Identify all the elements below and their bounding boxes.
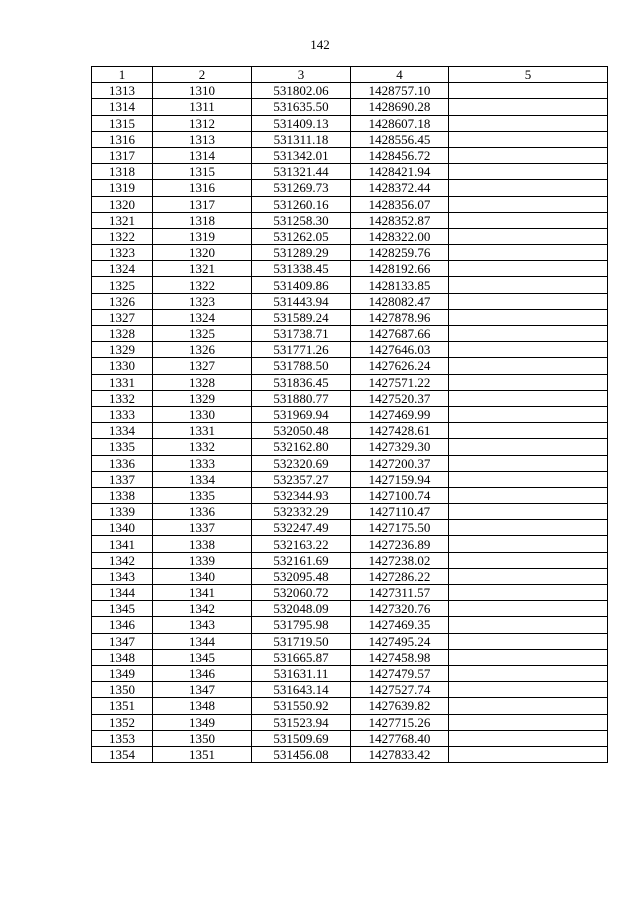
- table-cell-col-4: 1428421.94: [351, 164, 449, 180]
- table-cell-col-4: 1427286.22: [351, 568, 449, 584]
- table-cell-col-5: [449, 115, 608, 131]
- table-cell-col-5: [449, 99, 608, 115]
- table-cell-col-2: 1318: [153, 212, 252, 228]
- table-cell-col-5: [449, 617, 608, 633]
- page-number: 142: [310, 37, 330, 52]
- table-cell-col-3: 531643.14: [252, 682, 351, 698]
- table-cell-col-2: 1322: [153, 277, 252, 293]
- table-cell-col-4: 1427715.26: [351, 714, 449, 730]
- table-cell-col-5: [449, 649, 608, 665]
- table-cell-col-3: 531771.26: [252, 342, 351, 358]
- table-cell-col-2: 1345: [153, 649, 252, 665]
- table-cell-col-5: [449, 212, 608, 228]
- table-cell-col-1: 1348: [92, 649, 153, 665]
- table-cell-col-1: 1331: [92, 374, 153, 390]
- table-cell-col-4: 1427646.03: [351, 342, 449, 358]
- table-cell-col-4: 1427110.47: [351, 504, 449, 520]
- coordinates-table: [91, 66, 608, 763]
- table-cell-col-5: [449, 423, 608, 439]
- table-row: [92, 390, 608, 406]
- table-cell-col-4: 1427469.35: [351, 617, 449, 633]
- table-cell-col-2: 1329: [153, 390, 252, 406]
- table-cell-col-4: 1427768.40: [351, 730, 449, 746]
- table-cell-col-2: 1347: [153, 682, 252, 698]
- table-row: [92, 245, 608, 261]
- table-cell-col-2: 1310: [153, 83, 252, 99]
- table-cell-col-2: 1321: [153, 261, 252, 277]
- table-body: [92, 83, 608, 763]
- table-cell-col-5: [449, 698, 608, 714]
- table-row: [92, 714, 608, 730]
- table-cell-col-3: 531589.24: [252, 309, 351, 325]
- table-cell-col-3: 531836.45: [252, 374, 351, 390]
- table-row: [92, 568, 608, 584]
- table-cell-col-5: [449, 471, 608, 487]
- table-cell-col-2: 1326: [153, 342, 252, 358]
- table-cell-col-1: 1341: [92, 536, 153, 552]
- table-cell-col-5: [449, 228, 608, 244]
- table-cell-col-2: 1316: [153, 180, 252, 196]
- table-cell-col-5: [449, 326, 608, 342]
- table-cell-col-5: [449, 180, 608, 196]
- table-cell-col-3: 531523.94: [252, 714, 351, 730]
- table-cell-col-4: 1427311.57: [351, 585, 449, 601]
- table-cell-col-1: 1335: [92, 439, 153, 455]
- table-cell-col-3: 531409.86: [252, 277, 351, 293]
- table-cell-col-2: 1317: [153, 196, 252, 212]
- table-cell-col-4: 1427520.37: [351, 390, 449, 406]
- table-cell-col-2: 1351: [153, 746, 252, 762]
- table-cell-col-5: [449, 164, 608, 180]
- table-cell-col-1: 1353: [92, 730, 153, 746]
- table-cell-col-1: 1339: [92, 504, 153, 520]
- table-row: [92, 617, 608, 633]
- table-cell-col-3: 532060.72: [252, 585, 351, 601]
- table-cell-col-4: 1428192.66: [351, 261, 449, 277]
- table-cell-col-5: [449, 406, 608, 422]
- header-row: [92, 67, 608, 83]
- table-cell-col-3: 531969.94: [252, 406, 351, 422]
- table-header: [92, 67, 608, 83]
- table-row: [92, 147, 608, 163]
- table-cell-col-1: 1340: [92, 520, 153, 536]
- table-cell-col-1: 1329: [92, 342, 153, 358]
- table-row: [92, 99, 608, 115]
- table-cell-col-1: 1323: [92, 245, 153, 261]
- table-row: [92, 504, 608, 520]
- table-row: [92, 439, 608, 455]
- table-cell-col-3: 531289.29: [252, 245, 351, 261]
- table-row: [92, 536, 608, 552]
- table-cell-col-5: [449, 601, 608, 617]
- table-cell-col-4: 1427495.24: [351, 633, 449, 649]
- header-cell-col-1: 1: [92, 67, 153, 83]
- table-row: [92, 358, 608, 374]
- table-row: [92, 698, 608, 714]
- table-cell-col-4: 1427236.89: [351, 536, 449, 552]
- table-cell-col-2: 1312: [153, 115, 252, 131]
- table-cell-col-4: 1427527.74: [351, 682, 449, 698]
- table-row: [92, 212, 608, 228]
- table-row: [92, 228, 608, 244]
- table-cell-col-5: [449, 730, 608, 746]
- table-cell-col-2: 1348: [153, 698, 252, 714]
- table-cell-col-2: 1337: [153, 520, 252, 536]
- table-cell-col-5: [449, 552, 608, 568]
- table-row: [92, 131, 608, 147]
- table-cell-col-1: 1317: [92, 147, 153, 163]
- header-cell-col-3: 3: [252, 67, 351, 83]
- table-cell-col-4: 1428352.87: [351, 212, 449, 228]
- table-cell-col-3: 531795.98: [252, 617, 351, 633]
- table-row: [92, 406, 608, 422]
- table-cell-col-2: 1327: [153, 358, 252, 374]
- table-cell-col-2: 1319: [153, 228, 252, 244]
- table-cell-col-3: 531311.18: [252, 131, 351, 147]
- table-row: [92, 520, 608, 536]
- table-row: [92, 293, 608, 309]
- table-cell-col-3: 532161.69: [252, 552, 351, 568]
- table-cell-col-2: 1328: [153, 374, 252, 390]
- table-cell-col-5: [449, 261, 608, 277]
- table-row: [92, 746, 608, 762]
- table-cell-col-1: 1347: [92, 633, 153, 649]
- table-cell-col-2: 1315: [153, 164, 252, 180]
- table-cell-col-1: 1332: [92, 390, 153, 406]
- table-row: [92, 342, 608, 358]
- table-cell-col-1: 1350: [92, 682, 153, 698]
- header-cell-col-5: 5: [449, 67, 608, 83]
- table-cell-col-3: 532048.09: [252, 601, 351, 617]
- table-cell-col-3: 532247.49: [252, 520, 351, 536]
- table-cell-col-1: 1318: [92, 164, 153, 180]
- table-cell-col-2: 1324: [153, 309, 252, 325]
- table-cell-col-5: [449, 83, 608, 99]
- table-cell-col-5: [449, 568, 608, 584]
- table-cell-col-2: 1320: [153, 245, 252, 261]
- table-row: [92, 261, 608, 277]
- table-cell-col-1: 1354: [92, 746, 153, 762]
- table-cell-col-1: 1325: [92, 277, 153, 293]
- table-cell-col-4: 1428133.85: [351, 277, 449, 293]
- table-cell-col-5: [449, 245, 608, 261]
- table-cell-col-4: 1428356.07: [351, 196, 449, 212]
- table-cell-col-5: [449, 309, 608, 325]
- table-row: [92, 665, 608, 681]
- table-cell-col-4: 1428757.10: [351, 83, 449, 99]
- table-cell-col-3: 531631.11: [252, 665, 351, 681]
- table-cell-col-4: 1427639.82: [351, 698, 449, 714]
- table-cell-col-3: 531409.13: [252, 115, 351, 131]
- table-cell-col-4: 1427458.98: [351, 649, 449, 665]
- table-cell-col-2: 1336: [153, 504, 252, 520]
- table-row: [92, 309, 608, 325]
- table-cell-col-4: 1427428.61: [351, 423, 449, 439]
- table-cell-col-3: 531802.06: [252, 83, 351, 99]
- table-cell-col-2: 1342: [153, 601, 252, 617]
- table-cell-col-5: [449, 714, 608, 730]
- table-cell-col-5: [449, 665, 608, 681]
- table-cell-col-3: 532163.22: [252, 536, 351, 552]
- table-cell-col-3: 532320.69: [252, 455, 351, 471]
- table-cell-col-4: 1427159.94: [351, 471, 449, 487]
- table-cell-col-5: [449, 536, 608, 552]
- table-cell-col-3: 531665.87: [252, 649, 351, 665]
- table-cell-col-5: [449, 293, 608, 309]
- table-cell-col-2: 1330: [153, 406, 252, 422]
- table-cell-col-2: 1346: [153, 665, 252, 681]
- table-row: [92, 601, 608, 617]
- table-cell-col-5: [449, 131, 608, 147]
- table-cell-col-5: [449, 374, 608, 390]
- table-cell-col-1: 1345: [92, 601, 153, 617]
- table-cell-col-1: 1349: [92, 665, 153, 681]
- table-cell-col-4: 1428556.45: [351, 131, 449, 147]
- table-cell-col-1: 1334: [92, 423, 153, 439]
- table-cell-col-2: 1332: [153, 439, 252, 455]
- table-row: [92, 649, 608, 665]
- table-cell-col-1: 1351: [92, 698, 153, 714]
- table-cell-col-3: 532162.80: [252, 439, 351, 455]
- table-row: [92, 115, 608, 131]
- table-cell-col-1: 1320: [92, 196, 153, 212]
- table-cell-col-1: 1337: [92, 471, 153, 487]
- table-cell-col-1: 1327: [92, 309, 153, 325]
- table-cell-col-3: 531738.71: [252, 326, 351, 342]
- table-cell-col-4: 1427175.50: [351, 520, 449, 536]
- table-cell-col-1: 1328: [92, 326, 153, 342]
- table-cell-col-2: 1323: [153, 293, 252, 309]
- table-cell-col-1: 1315: [92, 115, 153, 131]
- table-cell-col-4: 1428456.72: [351, 147, 449, 163]
- table-row: [92, 730, 608, 746]
- table-cell-col-4: 1427626.24: [351, 358, 449, 374]
- table-cell-col-1: 1336: [92, 455, 153, 471]
- table-cell-col-2: 1325: [153, 326, 252, 342]
- table-cell-col-4: 1428322.00: [351, 228, 449, 244]
- table-cell-col-3: 531880.77: [252, 390, 351, 406]
- table-cell-col-4: 1427878.96: [351, 309, 449, 325]
- table-cell-col-2: 1338: [153, 536, 252, 552]
- table-cell-col-1: 1324: [92, 261, 153, 277]
- table-cell-col-1: 1330: [92, 358, 153, 374]
- table-cell-col-4: 1427687.66: [351, 326, 449, 342]
- table-cell-col-2: 1313: [153, 131, 252, 147]
- table-cell-col-3: 532357.27: [252, 471, 351, 487]
- table-cell-col-2: 1335: [153, 487, 252, 503]
- table-cell-col-3: 531260.16: [252, 196, 351, 212]
- table-cell-col-1: 1346: [92, 617, 153, 633]
- table-cell-col-1: 1326: [92, 293, 153, 309]
- table-cell-col-1: 1344: [92, 585, 153, 601]
- table-cell-col-3: 532332.29: [252, 504, 351, 520]
- table-cell-col-3: 531456.08: [252, 746, 351, 762]
- table-cell-col-5: [449, 358, 608, 374]
- table-cell-col-1: 1338: [92, 487, 153, 503]
- table-cell-col-2: 1314: [153, 147, 252, 163]
- table-cell-col-3: 531788.50: [252, 358, 351, 374]
- table-cell-col-2: 1344: [153, 633, 252, 649]
- table-row: [92, 633, 608, 649]
- table-row: [92, 196, 608, 212]
- table-cell-col-3: 531509.69: [252, 730, 351, 746]
- table-cell-col-3: 531262.05: [252, 228, 351, 244]
- table-cell-col-1: 1319: [92, 180, 153, 196]
- table-cell-col-5: [449, 390, 608, 406]
- table-cell-col-4: 1427833.42: [351, 746, 449, 762]
- table-cell-col-1: 1314: [92, 99, 153, 115]
- table-cell-col-2: 1339: [153, 552, 252, 568]
- table-cell-col-3: 531635.50: [252, 99, 351, 115]
- table-cell-col-5: [449, 439, 608, 455]
- header-cell-col-4: 4: [351, 67, 449, 83]
- table-row: [92, 326, 608, 342]
- table-cell-col-5: [449, 277, 608, 293]
- table-cell-col-2: 1331: [153, 423, 252, 439]
- table-cell-col-4: 1427100.74: [351, 487, 449, 503]
- table-cell-col-3: 531321.44: [252, 164, 351, 180]
- table-cell-col-2: 1340: [153, 568, 252, 584]
- table-cell-col-2: 1333: [153, 455, 252, 471]
- table-row: [92, 277, 608, 293]
- table-cell-col-5: [449, 633, 608, 649]
- table-cell-col-3: 531269.73: [252, 180, 351, 196]
- table-cell-col-4: 1427320.76: [351, 601, 449, 617]
- table-cell-col-3: 532095.48: [252, 568, 351, 584]
- table-cell-col-5: [449, 147, 608, 163]
- table-cell-col-4: 1428372.44: [351, 180, 449, 196]
- table-cell-col-1: 1343: [92, 568, 153, 584]
- table-cell-col-3: 531258.30: [252, 212, 351, 228]
- table-cell-col-5: [449, 196, 608, 212]
- table-cell-col-2: 1341: [153, 585, 252, 601]
- table-cell-col-4: 1428082.47: [351, 293, 449, 309]
- table-cell-col-4: 1427571.22: [351, 374, 449, 390]
- table-row: [92, 180, 608, 196]
- table-cell-col-4: 1428690.28: [351, 99, 449, 115]
- table-row: [92, 487, 608, 503]
- table-cell-col-2: 1343: [153, 617, 252, 633]
- table-cell-col-2: 1334: [153, 471, 252, 487]
- table-row: [92, 682, 608, 698]
- table-row: [92, 552, 608, 568]
- table-cell-col-3: 531342.01: [252, 147, 351, 163]
- table-cell-col-4: 1427479.57: [351, 665, 449, 681]
- table-cell-col-1: 1352: [92, 714, 153, 730]
- table-cell-col-3: 531443.94: [252, 293, 351, 309]
- table-cell-col-3: 532344.93: [252, 487, 351, 503]
- table-cell-col-5: [449, 342, 608, 358]
- table-cell-col-1: 1333: [92, 406, 153, 422]
- table-cell-col-4: 1427469.99: [351, 406, 449, 422]
- table-cell-col-3: 532050.48: [252, 423, 351, 439]
- table-cell-col-4: 1427329.30: [351, 439, 449, 455]
- table-row: [92, 585, 608, 601]
- table-cell-col-3: 531550.92: [252, 698, 351, 714]
- table-row: [92, 471, 608, 487]
- table-row: [92, 164, 608, 180]
- table-row: [92, 455, 608, 471]
- table-cell-col-1: 1322: [92, 228, 153, 244]
- table-cell-col-2: 1349: [153, 714, 252, 730]
- table-cell-col-4: 1427238.02: [351, 552, 449, 568]
- table-cell-col-1: 1321: [92, 212, 153, 228]
- table-cell-col-3: 531719.50: [252, 633, 351, 649]
- table-cell-col-4: 1428259.76: [351, 245, 449, 261]
- table-cell-col-4: 1428607.18: [351, 115, 449, 131]
- table-cell-col-2: 1311: [153, 99, 252, 115]
- table-row: [92, 374, 608, 390]
- table-cell-col-5: [449, 455, 608, 471]
- table-cell-col-5: [449, 746, 608, 762]
- table-cell-col-5: [449, 585, 608, 601]
- header-cell-col-2: 2: [153, 67, 252, 83]
- table-cell-col-5: [449, 487, 608, 503]
- table-cell-col-5: [449, 504, 608, 520]
- table-cell-col-5: [449, 520, 608, 536]
- table-cell-col-2: 1350: [153, 730, 252, 746]
- table-row: [92, 83, 608, 99]
- table-cell-col-3: 531338.45: [252, 261, 351, 277]
- table-cell-col-1: 1342: [92, 552, 153, 568]
- table-cell-col-1: 1316: [92, 131, 153, 147]
- table-cell-col-1: 1313: [92, 83, 153, 99]
- table-row: [92, 423, 608, 439]
- table-cell-col-4: 1427200.37: [351, 455, 449, 471]
- table-cell-col-5: [449, 682, 608, 698]
